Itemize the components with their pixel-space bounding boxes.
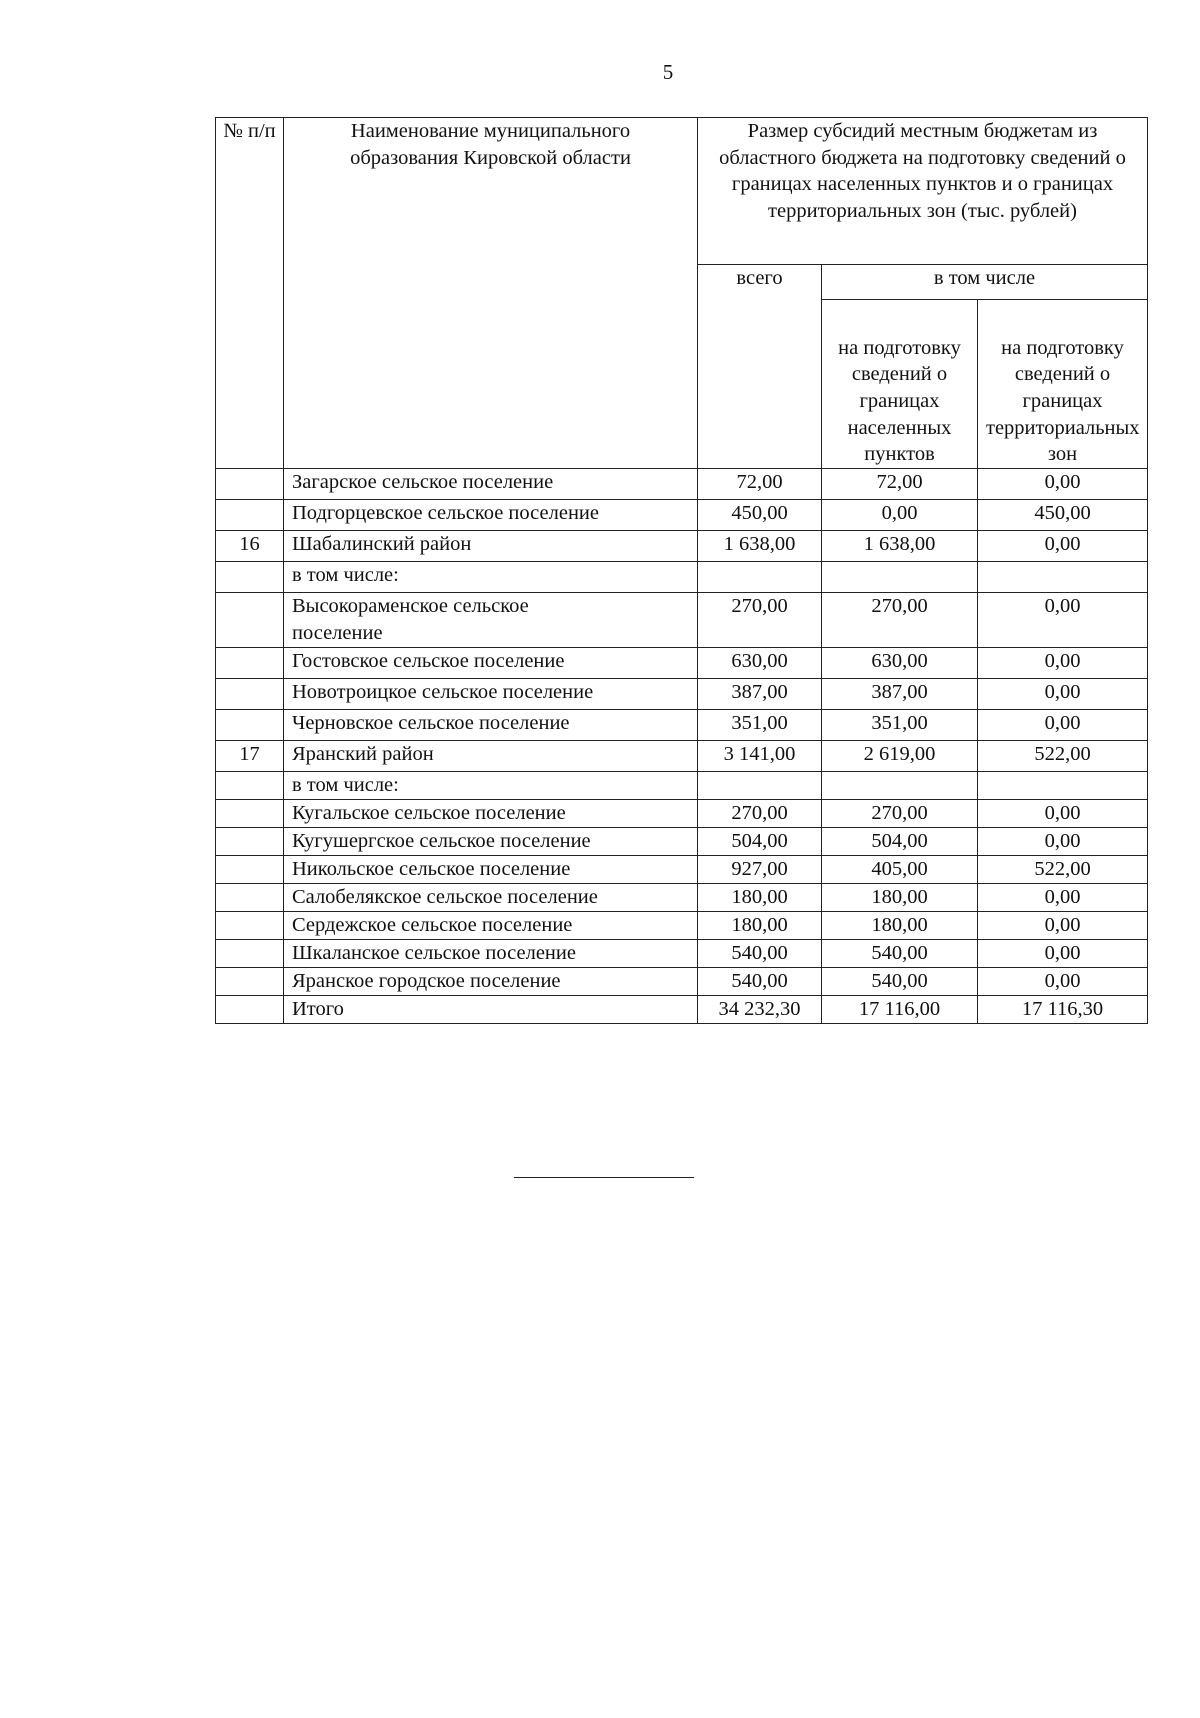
table-row bbox=[216, 648, 1148, 679]
row-name: Шабалинский район bbox=[284, 531, 698, 562]
row-settlements: 351,00 bbox=[822, 710, 978, 741]
row-num bbox=[216, 996, 284, 1024]
row-total: 630,00 bbox=[698, 648, 822, 679]
row-zones: 522,00 bbox=[978, 856, 1148, 884]
row-zones: 17 116,30 bbox=[978, 996, 1148, 1024]
header-including: в том числе bbox=[822, 265, 1148, 300]
row-zones: 0,00 bbox=[978, 968, 1148, 996]
table-row bbox=[216, 884, 1148, 912]
header-subsidy: Размер субсидий местным бюджетам из областного бюджета на подготовку сведений о границах населенных пунктов и о границах территориальных зон (тыс. рублей) bbox=[698, 118, 1148, 265]
header-total: всего bbox=[698, 265, 822, 469]
closing-divider bbox=[514, 1177, 694, 1178]
row-num bbox=[216, 469, 284, 500]
row-num bbox=[216, 679, 284, 710]
row-name: Кугушергское сельское поселение bbox=[284, 828, 698, 856]
row-name: Кугальское сельское поселение bbox=[284, 800, 698, 828]
row-settlements: 2 619,00 bbox=[822, 741, 978, 772]
row-total bbox=[698, 772, 822, 800]
row-num bbox=[216, 856, 284, 884]
row-total: 504,00 bbox=[698, 828, 822, 856]
row-total: 270,00 bbox=[698, 800, 822, 828]
row-zones: 0,00 bbox=[978, 469, 1148, 500]
row-settlements bbox=[822, 772, 978, 800]
row-zones: 0,00 bbox=[978, 593, 1148, 648]
header-zones: на подготовку сведений о границах территориальных зон bbox=[978, 300, 1148, 469]
row-name: Шкаланское сельское поселение bbox=[284, 940, 698, 968]
table-row bbox=[216, 741, 1148, 772]
row-name: Сердежское сельское поселение bbox=[284, 912, 698, 940]
row-settlements: 72,00 bbox=[822, 469, 978, 500]
row-num bbox=[216, 800, 284, 828]
row-name: в том числе: bbox=[284, 772, 698, 800]
row-num bbox=[216, 593, 284, 648]
row-zones: 0,00 bbox=[978, 648, 1148, 679]
row-name: в том числе: bbox=[284, 562, 698, 593]
subsidy-table bbox=[215, 117, 1148, 1024]
page-number: 5 bbox=[662, 60, 674, 84]
row-total: 72,00 bbox=[698, 469, 822, 500]
row-zones bbox=[978, 562, 1148, 593]
row-name: Салобелякское сельское поселение bbox=[284, 884, 698, 912]
row-total: 3 141,00 bbox=[698, 741, 822, 772]
table-row bbox=[216, 562, 1148, 593]
table-row bbox=[216, 469, 1148, 500]
row-total: 540,00 bbox=[698, 968, 822, 996]
row-zones: 0,00 bbox=[978, 531, 1148, 562]
table-row bbox=[216, 912, 1148, 940]
row-settlements: 180,00 bbox=[822, 912, 978, 940]
row-name: Загарское сельское поселение bbox=[284, 469, 698, 500]
row-zones: 450,00 bbox=[978, 500, 1148, 531]
table-body bbox=[216, 469, 1148, 1024]
row-settlements: 180,00 bbox=[822, 884, 978, 912]
row-total: 180,00 bbox=[698, 884, 822, 912]
row-zones: 0,00 bbox=[978, 679, 1148, 710]
row-name: Высокораменское сельское поселение bbox=[284, 593, 698, 648]
table-row bbox=[216, 800, 1148, 828]
header-num: № п/п bbox=[216, 118, 284, 469]
table-row bbox=[216, 531, 1148, 562]
row-num bbox=[216, 912, 284, 940]
row-zones: 0,00 bbox=[978, 828, 1148, 856]
row-settlements: 0,00 bbox=[822, 500, 978, 531]
row-total: 927,00 bbox=[698, 856, 822, 884]
row-num bbox=[216, 772, 284, 800]
table-row bbox=[216, 828, 1148, 856]
row-num bbox=[216, 562, 284, 593]
row-name: Никольское сельское поселение bbox=[284, 856, 698, 884]
row-settlements: 17 116,00 bbox=[822, 996, 978, 1024]
row-zones: 522,00 bbox=[978, 741, 1148, 772]
table-row bbox=[216, 772, 1148, 800]
row-num: 17 bbox=[216, 741, 284, 772]
table-row bbox=[216, 593, 1148, 648]
row-zones: 0,00 bbox=[978, 884, 1148, 912]
table-row bbox=[216, 968, 1148, 996]
row-total: 450,00 bbox=[698, 500, 822, 531]
row-settlements: 405,00 bbox=[822, 856, 978, 884]
row-num bbox=[216, 828, 284, 856]
row-settlements: 1 638,00 bbox=[822, 531, 978, 562]
row-settlements: 630,00 bbox=[822, 648, 978, 679]
row-settlements: 540,00 bbox=[822, 940, 978, 968]
row-zones bbox=[978, 772, 1148, 800]
row-name: Яранское городское поселение bbox=[284, 968, 698, 996]
row-total: 270,00 bbox=[698, 593, 822, 648]
row-zones: 0,00 bbox=[978, 940, 1148, 968]
row-num bbox=[216, 710, 284, 741]
table-row bbox=[216, 856, 1148, 884]
row-total: 351,00 bbox=[698, 710, 822, 741]
row-num bbox=[216, 968, 284, 996]
table-row bbox=[216, 679, 1148, 710]
row-num bbox=[216, 940, 284, 968]
row-name: Яранский район bbox=[284, 741, 698, 772]
row-num bbox=[216, 648, 284, 679]
row-settlements: 387,00 bbox=[822, 679, 978, 710]
row-zones: 0,00 bbox=[978, 710, 1148, 741]
row-total: 180,00 bbox=[698, 912, 822, 940]
row-num bbox=[216, 884, 284, 912]
row-total: 34 232,30 bbox=[698, 996, 822, 1024]
row-settlements: 270,00 bbox=[822, 800, 978, 828]
row-total: 1 638,00 bbox=[698, 531, 822, 562]
row-name: Итого bbox=[284, 996, 698, 1024]
row-zones: 0,00 bbox=[978, 800, 1148, 828]
row-settlements: 504,00 bbox=[822, 828, 978, 856]
total-row bbox=[216, 996, 1148, 1024]
row-name: Подгорцевское сельское поселение bbox=[284, 500, 698, 531]
row-total: 540,00 bbox=[698, 940, 822, 968]
row-num bbox=[216, 500, 284, 531]
row-settlements: 270,00 bbox=[822, 593, 978, 648]
row-settlements bbox=[822, 562, 978, 593]
table-row bbox=[216, 500, 1148, 531]
row-name: Черновское сельское поселение bbox=[284, 710, 698, 741]
table-row bbox=[216, 940, 1148, 968]
row-total: 387,00 bbox=[698, 679, 822, 710]
row-zones: 0,00 bbox=[978, 912, 1148, 940]
row-settlements: 540,00 bbox=[822, 968, 978, 996]
row-name: Новотроицкое сельское поселение bbox=[284, 679, 698, 710]
header-name: Наименование муниципального образования Кировской области bbox=[284, 118, 698, 469]
row-total bbox=[698, 562, 822, 593]
row-num: 16 bbox=[216, 531, 284, 562]
header-settlements: на подготовку сведений о границах населенных пунктов bbox=[822, 300, 978, 469]
row-name: Гостовское сельское поселение bbox=[284, 648, 698, 679]
table-row bbox=[216, 710, 1148, 741]
